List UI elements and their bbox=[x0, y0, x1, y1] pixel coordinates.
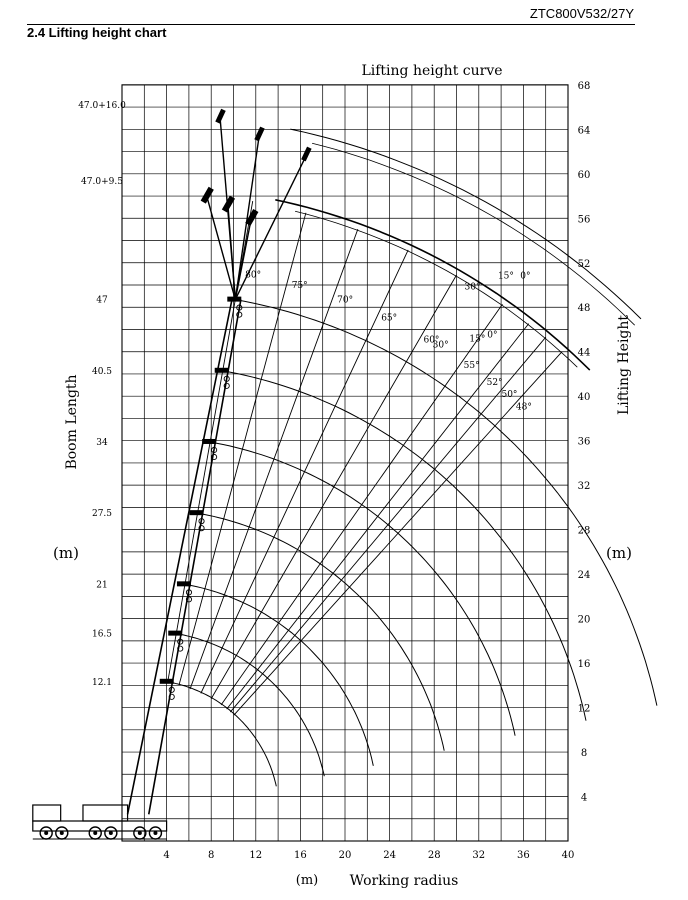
boom-length-label: 47 bbox=[96, 295, 108, 306]
truck-turntable bbox=[83, 805, 128, 821]
angle-line bbox=[221, 304, 502, 705]
jib-offset-label: 30° bbox=[432, 340, 449, 351]
truck-hub bbox=[93, 831, 97, 835]
boom-length-curve bbox=[223, 371, 586, 721]
truck-hub bbox=[138, 831, 142, 835]
y-tick-label: 16 bbox=[577, 659, 591, 671]
angle-line bbox=[234, 352, 562, 716]
boom-length-label: 21 bbox=[96, 580, 108, 591]
boom-length-label: 47.0+16.0 bbox=[78, 101, 126, 112]
section-title: 2.4 Lifting height chart bbox=[27, 25, 167, 40]
angle-label: 50° bbox=[501, 389, 518, 400]
truck-hub bbox=[153, 831, 157, 835]
y-tick-label: 28 bbox=[577, 525, 591, 537]
boom-length-curve bbox=[176, 634, 324, 777]
truck-hub bbox=[44, 831, 48, 835]
boom-length-label: 34 bbox=[96, 437, 108, 448]
y-tick-label: 32 bbox=[577, 481, 591, 493]
boom-chord bbox=[149, 300, 241, 815]
jib-offset-label: 0° bbox=[520, 271, 531, 282]
angle-label: 75° bbox=[291, 280, 308, 291]
y-tick-label: 4 bbox=[580, 792, 588, 804]
boom-curves bbox=[168, 129, 657, 786]
boom-section-head bbox=[160, 679, 174, 684]
boom-section-head bbox=[190, 510, 204, 515]
document-code: ZTC800V532/27Y bbox=[529, 6, 634, 21]
boom-length-label: 40.5 bbox=[91, 366, 113, 377]
y-tick-label: 12 bbox=[577, 703, 591, 715]
y-tick-label: 68 bbox=[577, 80, 591, 92]
angle-label: 70° bbox=[337, 295, 354, 306]
boom-drawing bbox=[128, 109, 312, 815]
truck-hub bbox=[109, 831, 113, 835]
jib-offset-label: 15° bbox=[497, 271, 514, 282]
y-tick-label: 24 bbox=[577, 570, 591, 582]
angle-label: 80° bbox=[245, 270, 262, 281]
jib-head bbox=[201, 187, 214, 204]
x-axis-label: Working radius bbox=[349, 873, 459, 889]
y-tick-label: 52 bbox=[577, 258, 591, 270]
x-tick-label: 20 bbox=[338, 850, 352, 861]
chart-title: Lifting height curve bbox=[361, 63, 503, 79]
jib-head bbox=[301, 147, 311, 162]
boom-length-curve bbox=[198, 513, 445, 751]
boom-section-head bbox=[168, 631, 182, 636]
y-axis-left-unit: (m) bbox=[53, 544, 79, 562]
boom-length-curve bbox=[168, 682, 277, 787]
x-tick-label: 28 bbox=[427, 850, 441, 861]
x-tick-label: 8 bbox=[208, 850, 215, 861]
y-tick-label: 8 bbox=[580, 748, 588, 760]
truck-cab bbox=[33, 805, 61, 821]
chart-grid bbox=[122, 85, 568, 841]
y-tick-label: 48 bbox=[577, 303, 591, 315]
angle-label: 48° bbox=[515, 402, 532, 413]
boom-length-label: 27.5 bbox=[91, 509, 113, 520]
angle-label: 55° bbox=[463, 360, 480, 371]
chart-labels bbox=[53, 63, 632, 889]
y-tick-label: 44 bbox=[577, 347, 591, 359]
jib-head bbox=[222, 196, 235, 213]
y-axis-right-unit: (m) bbox=[606, 544, 632, 562]
y-tick-label: 20 bbox=[577, 614, 591, 626]
jib-offset-label: 30° bbox=[464, 282, 481, 293]
x-tick-label: 4 bbox=[163, 850, 170, 861]
y-tick-label: 40 bbox=[577, 392, 591, 404]
x-tick-label: 36 bbox=[517, 850, 530, 861]
x-tick-label: 32 bbox=[472, 850, 486, 861]
angle-label: 60° bbox=[423, 335, 440, 346]
boom-length-label: 16.5 bbox=[91, 629, 113, 640]
x-tick-label: 40 bbox=[561, 850, 575, 861]
boom-chord bbox=[128, 300, 232, 815]
jib-offset-label: 15° bbox=[469, 334, 486, 345]
jib-strut bbox=[235, 218, 251, 299]
y-axis-right-label: Lifting Height bbox=[616, 314, 632, 416]
x-tick-label: 24 bbox=[383, 850, 396, 861]
y-tick-label: 56 bbox=[577, 214, 591, 226]
truck-hub bbox=[60, 831, 64, 835]
x-axis-unit: (m) bbox=[295, 873, 319, 888]
jib-offset-label: 0° bbox=[487, 330, 498, 341]
y-tick-label: 60 bbox=[577, 169, 591, 181]
x-tick-label: 16 bbox=[294, 850, 307, 861]
boom-length-curve bbox=[235, 300, 657, 706]
boom-section-head bbox=[215, 368, 229, 373]
angle-label: 65° bbox=[381, 313, 398, 324]
jib-head bbox=[215, 109, 225, 124]
y-tick-label: 36 bbox=[577, 436, 591, 448]
y-tick-label: 64 bbox=[577, 125, 591, 137]
angle-label: 52° bbox=[486, 377, 503, 388]
y-axis-left-label: Boom Length bbox=[64, 374, 80, 470]
boom-section-head bbox=[202, 439, 216, 444]
x-tick-label: 12 bbox=[249, 850, 263, 861]
crane-truck-drawing bbox=[33, 805, 167, 839]
boom-length-label: 12.1 bbox=[91, 677, 113, 688]
boom-section-head bbox=[177, 581, 191, 586]
boom-length-label: 47.0+9.5 bbox=[81, 176, 123, 187]
